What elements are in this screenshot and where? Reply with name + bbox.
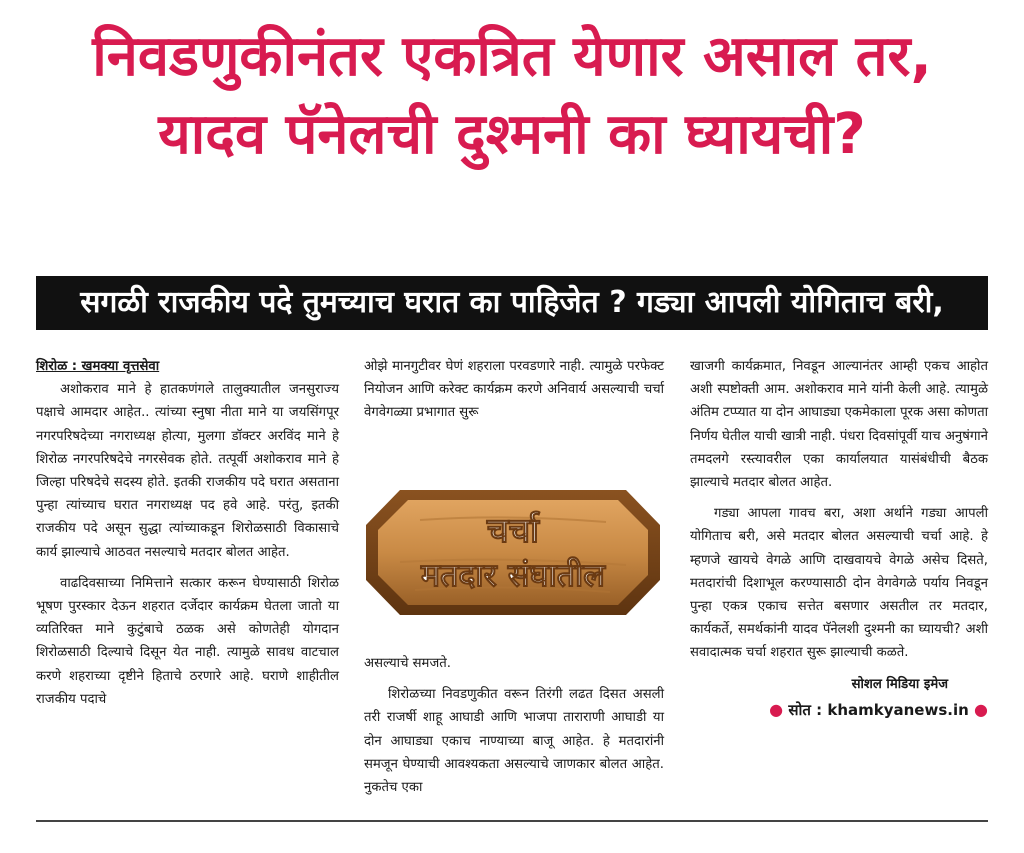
paragraph-5: शिरोळच्या निवडणुकीत वरून तिरंगी लढत दिसत असली तरी राजर्षी शाहू आघाडी आणि भाजपा ताराराणी आघाडी या दोन आघाड्या एकाच नाण्याच्या बाजू आहेत. हे मतदारांनी समजून घेण्याची आवश्यकता असल्याचे जाणकार बोलत आहेत. नुकतेच एका: [364, 687, 664, 796]
paragraph-4: असल्याचे समजते.: [364, 656, 451, 671]
article-column-2-top: [364, 355, 664, 433]
paragraph-2: वाढदिवसाच्या निमित्ताने सत्कार करून घेण्यासाठी शिरोळ भूषण पुरस्कार देऊन शहरात दर्जेदार कार्यक्रम घेतला जातो या व्यतिरिक्त माने कुटुंबाचे ठळक असे कोणतेही योगदान शिरोळसाठी दिल्याचे दिसून येत नाही. त्यामुळे सावध वाटचाल करणे शहराच्या दृष्टीने हिताचे ठरणारे आहे. घराणे शाहीतील राजकीय पदाचे: [36, 575, 339, 707]
article-column-3: [690, 355, 988, 722]
source-line: [690, 698, 988, 722]
paragraph-7: गड्या आपला गावच बरा, अशा अर्थाने गड्या आपली योगिताच बरी, असे मतदार बोलत असल्याची चर्चा आहे. हे म्हणजे खायचे वेगळे आणि दाखवायचे वेगळे असेच दिसते, मतदारांची दिशाभूल करण्यासाठी दोन वेगवेगळे पर्याय निवडून पुन्हा एकत्र एकाच सत्तेत बसणार असतील तर मतदार, कार्यकर्ते, समर्थकांनी यादव पॅनेलशी दुश्मनी का घ्यायची? अशी सवादात्मक चर्चा शहरात सुरू झाल्याची कळते.: [690, 506, 988, 661]
source-text: सोत : khamkyanews.in: [788, 700, 969, 719]
headline: [0, 18, 1024, 174]
paragraph-1: अशोकराव माने हे हातकणंगले तालुक्यातील जनसुराज्य पक्षाचे आमदार आहेत.. त्यांच्या स्नुषा नीता माने या जयसिंगपूर नगरपरिषदेच्या नगराध्यक्ष होत्या, मुलगा डॉक्टर अरविंद माने हे शिरोळ नगरपरिषदेचे नगरसेवक होते. तत्पूर्वी अशोकराव माने हे जिल्हा परिषदेचे सदस्य होते. इतकी राजकीय पदे घरात असताना पुन्हा त्यांच्याच घरात नगराध्यक्ष पद हवे आहे. परंतु, इतकी राजकीय पदे असून सुद्धा त्यांच्याकडून शिरोळसाठी विकासाचे कार्य झाल्याचे आठवत नसल्याचे मतदार बोलत आहेत.: [36, 382, 339, 560]
paragraph-6: खाजगी कार्यक्रमात, निवडून आल्यानंतर आम्ही एकच आहोत अशी स्पष्टोक्ती आम. अशोकराव माने यांनी केली आहे. त्यामुळे अंतिम टप्प्यात या दोन आघाड्या एकमेकाला पूरक असा कोणता निर्णय घेतील याची खात्री नाही. पंधरा दिवसांपूर्वी याच अनुषंगाने तमदलगे रस्त्यावरील एका कार्यालयात यासंबंधीची बैठक झाल्याचे मतदार बोलत आहेत.: [690, 359, 988, 491]
image-credit: सोशल मिडिया इमेज: [851, 676, 948, 692]
article-column-1: [36, 355, 339, 719]
bullet-dot-icon: ●: [769, 699, 784, 719]
subheadline-banner: सगळी राजकीय पदे तुमच्याच घरात का पाहिजेत ? गड्या आपली योगिताच बरी,: [36, 276, 988, 330]
badge-line-2: मतदार संघातील: [421, 556, 605, 594]
charcha-badge-image: [360, 470, 666, 630]
headline-line-1: निवडणुकीनंतर एकत्रित येणार असाल तर,: [92, 24, 932, 89]
article-column-2-bottom: [364, 652, 664, 807]
headline-line-2: यादव पॅनेलची दुश्मनी का घ्यायची?: [158, 102, 866, 167]
badge-line-1: चर्चा: [487, 511, 539, 551]
footer-rule: [36, 820, 988, 822]
bullet-dot-icon: ●: [974, 699, 988, 719]
dateline: शिरोळ : खमक्या वृत्तसेवा: [36, 359, 160, 374]
paragraph-3: ओझे मानगुटीवर घेणं शहराला परवडणारे नाही. त्यामुळे परफेक्ट नियोजन आणि करेक्ट कार्यक्रम करणे अनिवार्य असल्याची चर्चा वेगवेगळ्या प्रभागात सुरू: [364, 359, 664, 421]
